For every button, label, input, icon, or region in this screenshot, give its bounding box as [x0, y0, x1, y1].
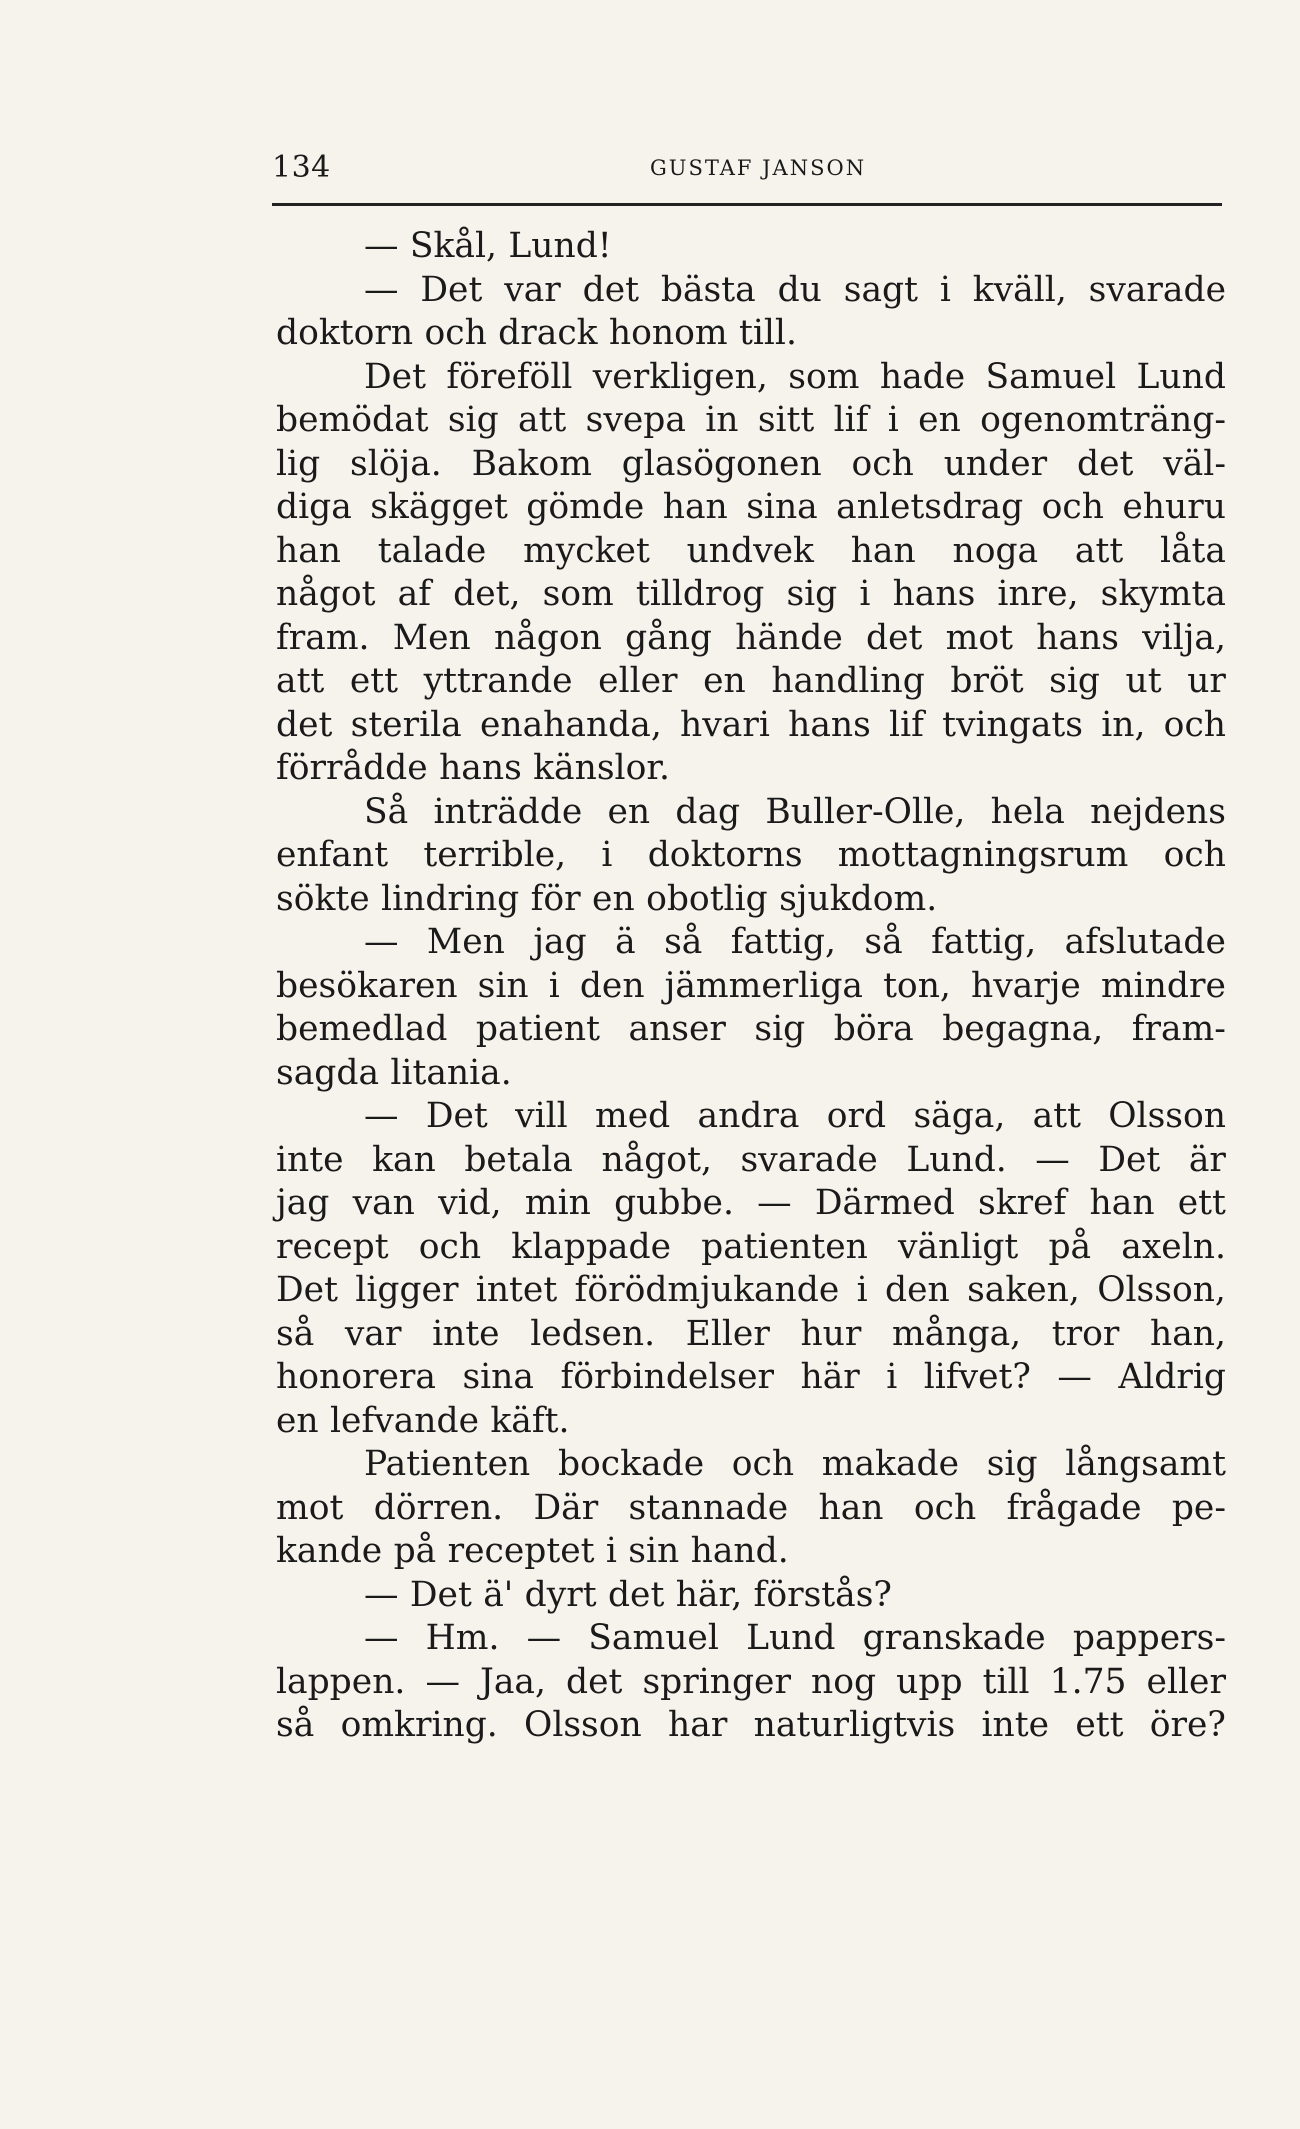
text-line: honorera sina förbindelser här i lifvet? — Aldrig: [276, 1357, 1226, 1397]
text-line: kande på receptet i sin hand.: [276, 1531, 789, 1571]
text-line: doktorn och drack honom till.: [276, 313, 797, 353]
text-line: — Skål, Lund!: [364, 226, 612, 266]
text-line: besökaren sin i den jämmerliga ton, hvarje mindre: [276, 965, 1226, 1006]
text-line: Det föreföll verkligen, som hade Samuel Lund: [364, 356, 1226, 397]
text-line: — Hm. — Samuel Lund granskade pappers-: [364, 1618, 1226, 1658]
text-line: — Det var det bästa du sagt i kväll, svarade: [364, 269, 1226, 310]
text-line: förrådde hans känslor.: [276, 748, 671, 788]
text-line: fram. Men någon gång hände det mot hans vilja,: [276, 617, 1226, 658]
text-line: sagda litania.: [276, 1052, 512, 1093]
text-line: sökte lindring för en obotlig sjukdom.: [276, 878, 938, 919]
text-line: Patienten bockade och makade sig långsamt: [364, 1444, 1226, 1484]
text-line: jag van vid, min gubbe. — Därmed skref han ett: [276, 1183, 1226, 1223]
page-header: [272, 150, 1222, 190]
text-line: något af det, som tilldrog sig i hans inre, skymta: [276, 574, 1226, 614]
header-rule: [272, 203, 1222, 206]
text-line: mot dörren. Där stannade han och frågade pe-: [276, 1487, 1226, 1528]
text-line: — Det ä' dyrt det här, förstås?: [364, 1574, 892, 1615]
text-line: lappen. — Jaa, det springer nog upp till 1.75 eller: [276, 1661, 1226, 1702]
text-line: — Men jag ä så fattig, så fattig, afslutade: [364, 922, 1226, 962]
text-line: diga skägget gömde han sina anletsdrag och ehuru: [276, 487, 1226, 527]
text-line: enfant terrible, i doktorns mottagningsrum och: [276, 835, 1226, 875]
text-line: Det ligger intet förödmjukande i den saken, Olsson,: [276, 1270, 1226, 1310]
text-line: att ett yttrande eller en handling bröt sig ut ur: [276, 661, 1226, 701]
text-line: inte kan betala något, svarade Lund. — Det är: [276, 1139, 1226, 1180]
text-line: bemedlad patient anser sig böra begagna, fram-: [276, 1009, 1226, 1049]
text-line: så omkring. Olsson har naturligtvis inte ett öre?: [276, 1705, 1226, 1745]
text-line: bemödat sig att svepa in sitt lif i en ogenomträng-: [276, 400, 1226, 440]
text-line: lig slöja. Bakom glasögonen och under det väl-: [276, 443, 1226, 484]
text-line: det sterila enahanda, hvari hans lif tvingats in, och: [276, 704, 1226, 745]
running-head: GUSTAF JANSON: [650, 156, 867, 180]
text-line: — Det vill med andra ord säga, att Olsson: [364, 1096, 1226, 1136]
page-number: 134: [272, 150, 331, 185]
body-text: [276, 225, 1226, 1748]
text-line: en lefvande käft.: [276, 1400, 570, 1441]
text-line: han talade mycket undvek han noga att låta: [276, 530, 1226, 571]
text-line: Så inträdde en dag Buller-Olle, hela nejdens: [364, 791, 1226, 832]
text-line: så var inte ledsen. Eller hur många, tror han,: [276, 1313, 1226, 1354]
text-line: recept och klappade patienten vänligt på axeln.: [276, 1226, 1226, 1267]
